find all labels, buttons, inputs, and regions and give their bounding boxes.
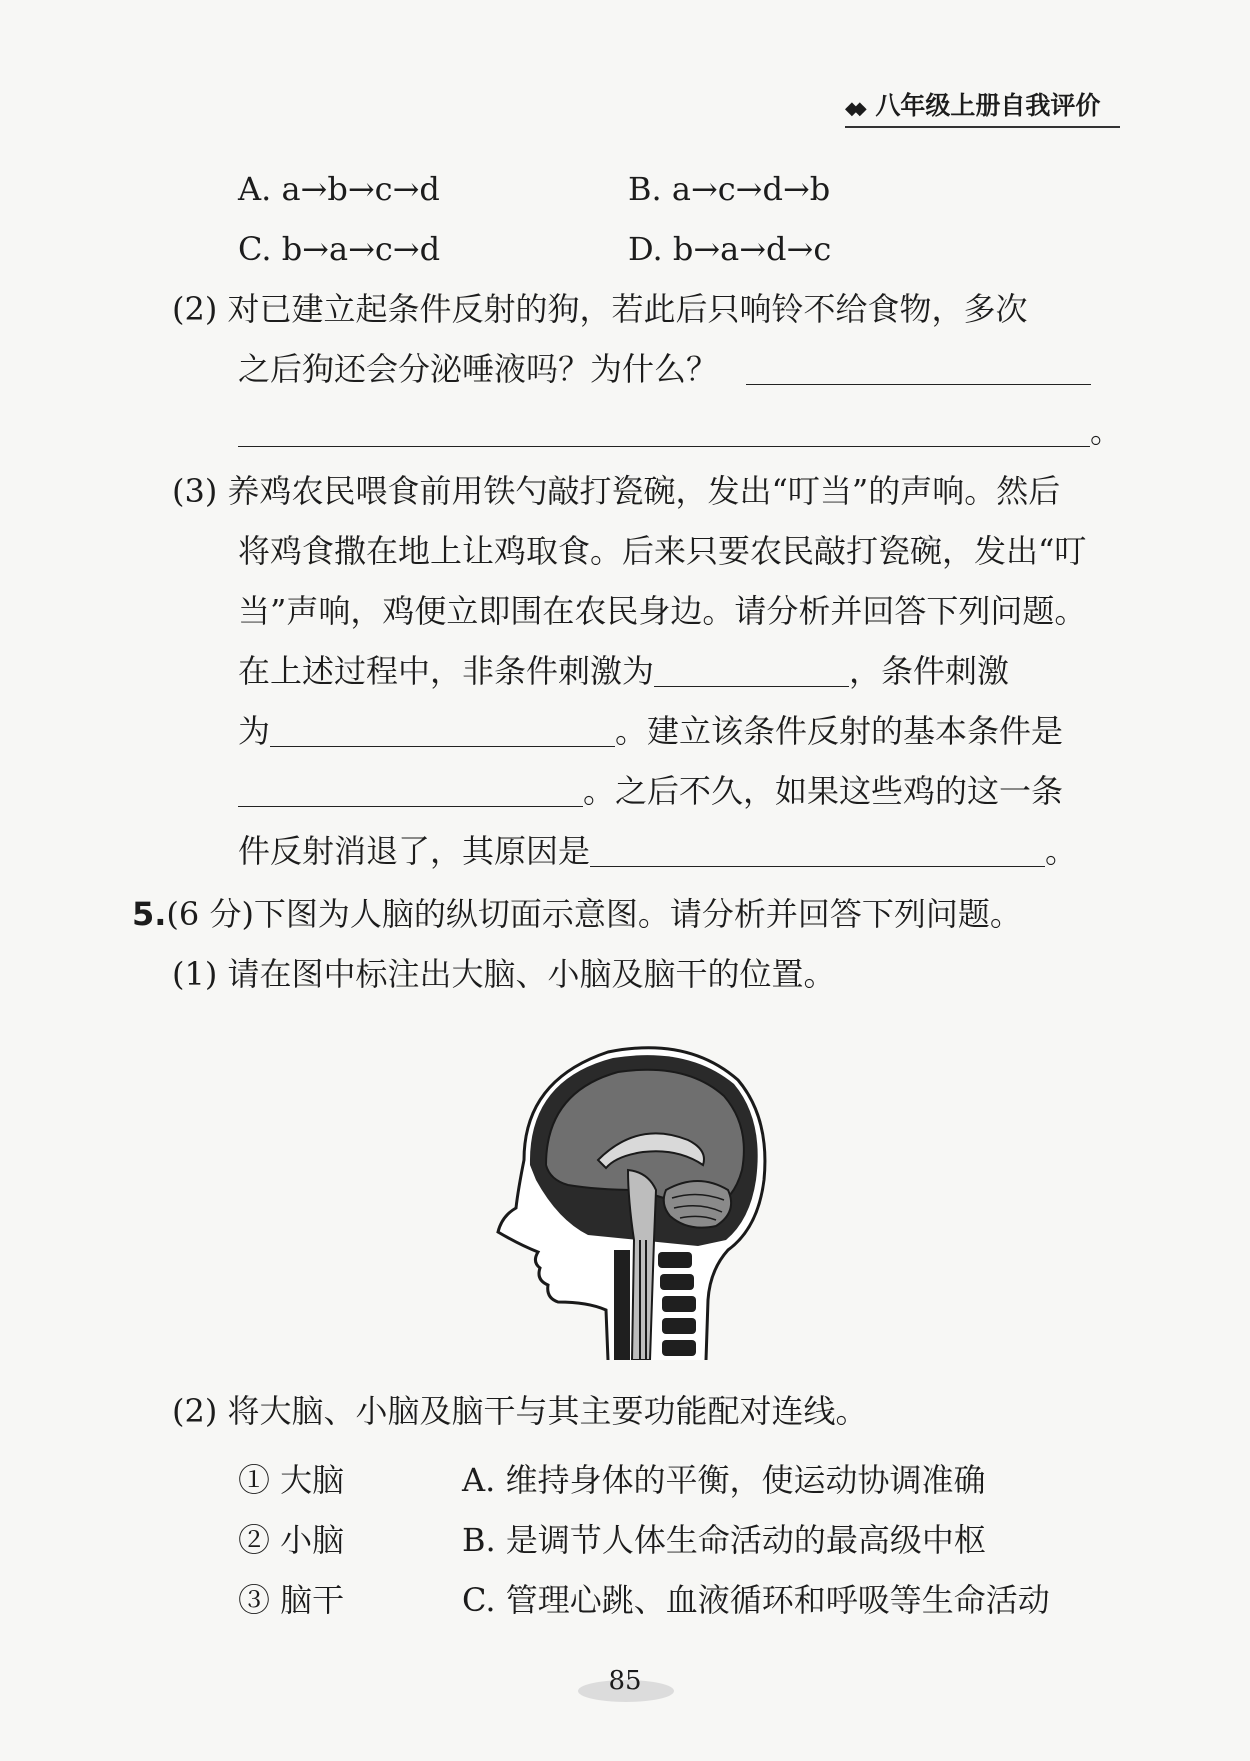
match-right-b[interactable]: B. 是调节人体生命活动的最高级中枢 — [462, 1521, 986, 1559]
header-title: 八年级上册自我评价 — [875, 91, 1101, 120]
match-right-a[interactable]: A. 维持身体的平衡，使运动协调准确 — [462, 1461, 986, 1499]
match-left-brainstem[interactable]: ③ 脑干 — [238, 1581, 345, 1619]
match-left-cerebrum[interactable]: ① 大脑 — [238, 1461, 345, 1499]
page-header — [845, 86, 1120, 128]
option-a: A. a→b→c→d — [238, 170, 440, 208]
match-left-cerebellum[interactable]: ② 小脑 — [238, 1521, 345, 1559]
q4-2-line3 — [238, 412, 1123, 450]
q5-sub1: (1) 请在图中标注出大脑、小脑及脑干的位置。 — [172, 955, 836, 993]
q5-stem — [132, 895, 1022, 933]
q4-3-line2: 将鸡食撒在地上让鸡取食。后来只要农民敲打瓷碗，发出“叮 — [238, 532, 1087, 570]
answer-blank[interactable] — [746, 354, 1091, 385]
period: 。 — [1045, 832, 1078, 870]
answer-blank-unconditioned[interactable] — [654, 656, 849, 687]
brain-sagittal-diagram[interactable] — [488, 1040, 768, 1360]
q4-2-line2 — [238, 350, 1091, 388]
q4-3-line4 — [238, 652, 1010, 690]
q4-2-text: 之后狗还会分泌唾液吗？为什么？ — [238, 350, 719, 388]
q4-3-text: 为 — [238, 712, 271, 750]
q4-3-line5 — [238, 712, 1064, 750]
q4-3-text: 件反射消退了，其原因是 — [238, 832, 591, 870]
q4-3-line1: (3) 养鸡农民喂食前用铁勺敲打瓷碗，发出“叮当”的声响。然后 — [172, 472, 1061, 510]
match-right-c[interactable]: C. 管理心跳、血液循环和呼吸等生命活动 — [462, 1581, 1050, 1619]
option-c: C. b→a→c→d — [238, 230, 441, 268]
answer-blank[interactable] — [238, 416, 1090, 447]
page-number: 85 — [608, 1666, 642, 1696]
q5-sub2: (2) 将大脑、小脑及脑干与其主要功能配对连线。 — [172, 1392, 868, 1430]
q4-3-line3: 当”声响，鸡便立即围在农民身边。请分析并回答下列问题。 — [238, 592, 1087, 630]
q4-3-text: 。建立该条件反射的基本条件是 — [615, 712, 1064, 750]
option-d: D. b→a→d→c — [628, 230, 832, 268]
answer-blank-basic-condition[interactable] — [238, 776, 583, 807]
spinal-column — [614, 1250, 630, 1360]
diamond-icon: ◆◆ — [845, 98, 861, 119]
q4-3-text: 。之后不久，如果这些鸡的这一条 — [583, 772, 1064, 810]
answer-blank-reason[interactable] — [590, 836, 1045, 867]
option-b: B. a→c→d→b — [628, 170, 831, 208]
q4-3-line6 — [238, 772, 1064, 810]
q4-3-text: 在上述过程中，非条件刺激为 — [238, 652, 655, 690]
period: 。 — [1090, 412, 1123, 450]
answer-blank-conditioned[interactable] — [270, 716, 615, 747]
question-number: 5. — [132, 895, 167, 933]
q5-stem-text: (6 分)下图为人脑的纵切面示意图。请分析并回答下列问题。 — [166, 895, 1022, 933]
q4-3-text: ，条件刺激 — [849, 652, 1010, 690]
q4-2-line1: (2) 对已建立起条件反射的狗，若此后只响铃不给食物，多次 — [172, 290, 1028, 328]
q4-3-line7 — [238, 832, 1078, 870]
